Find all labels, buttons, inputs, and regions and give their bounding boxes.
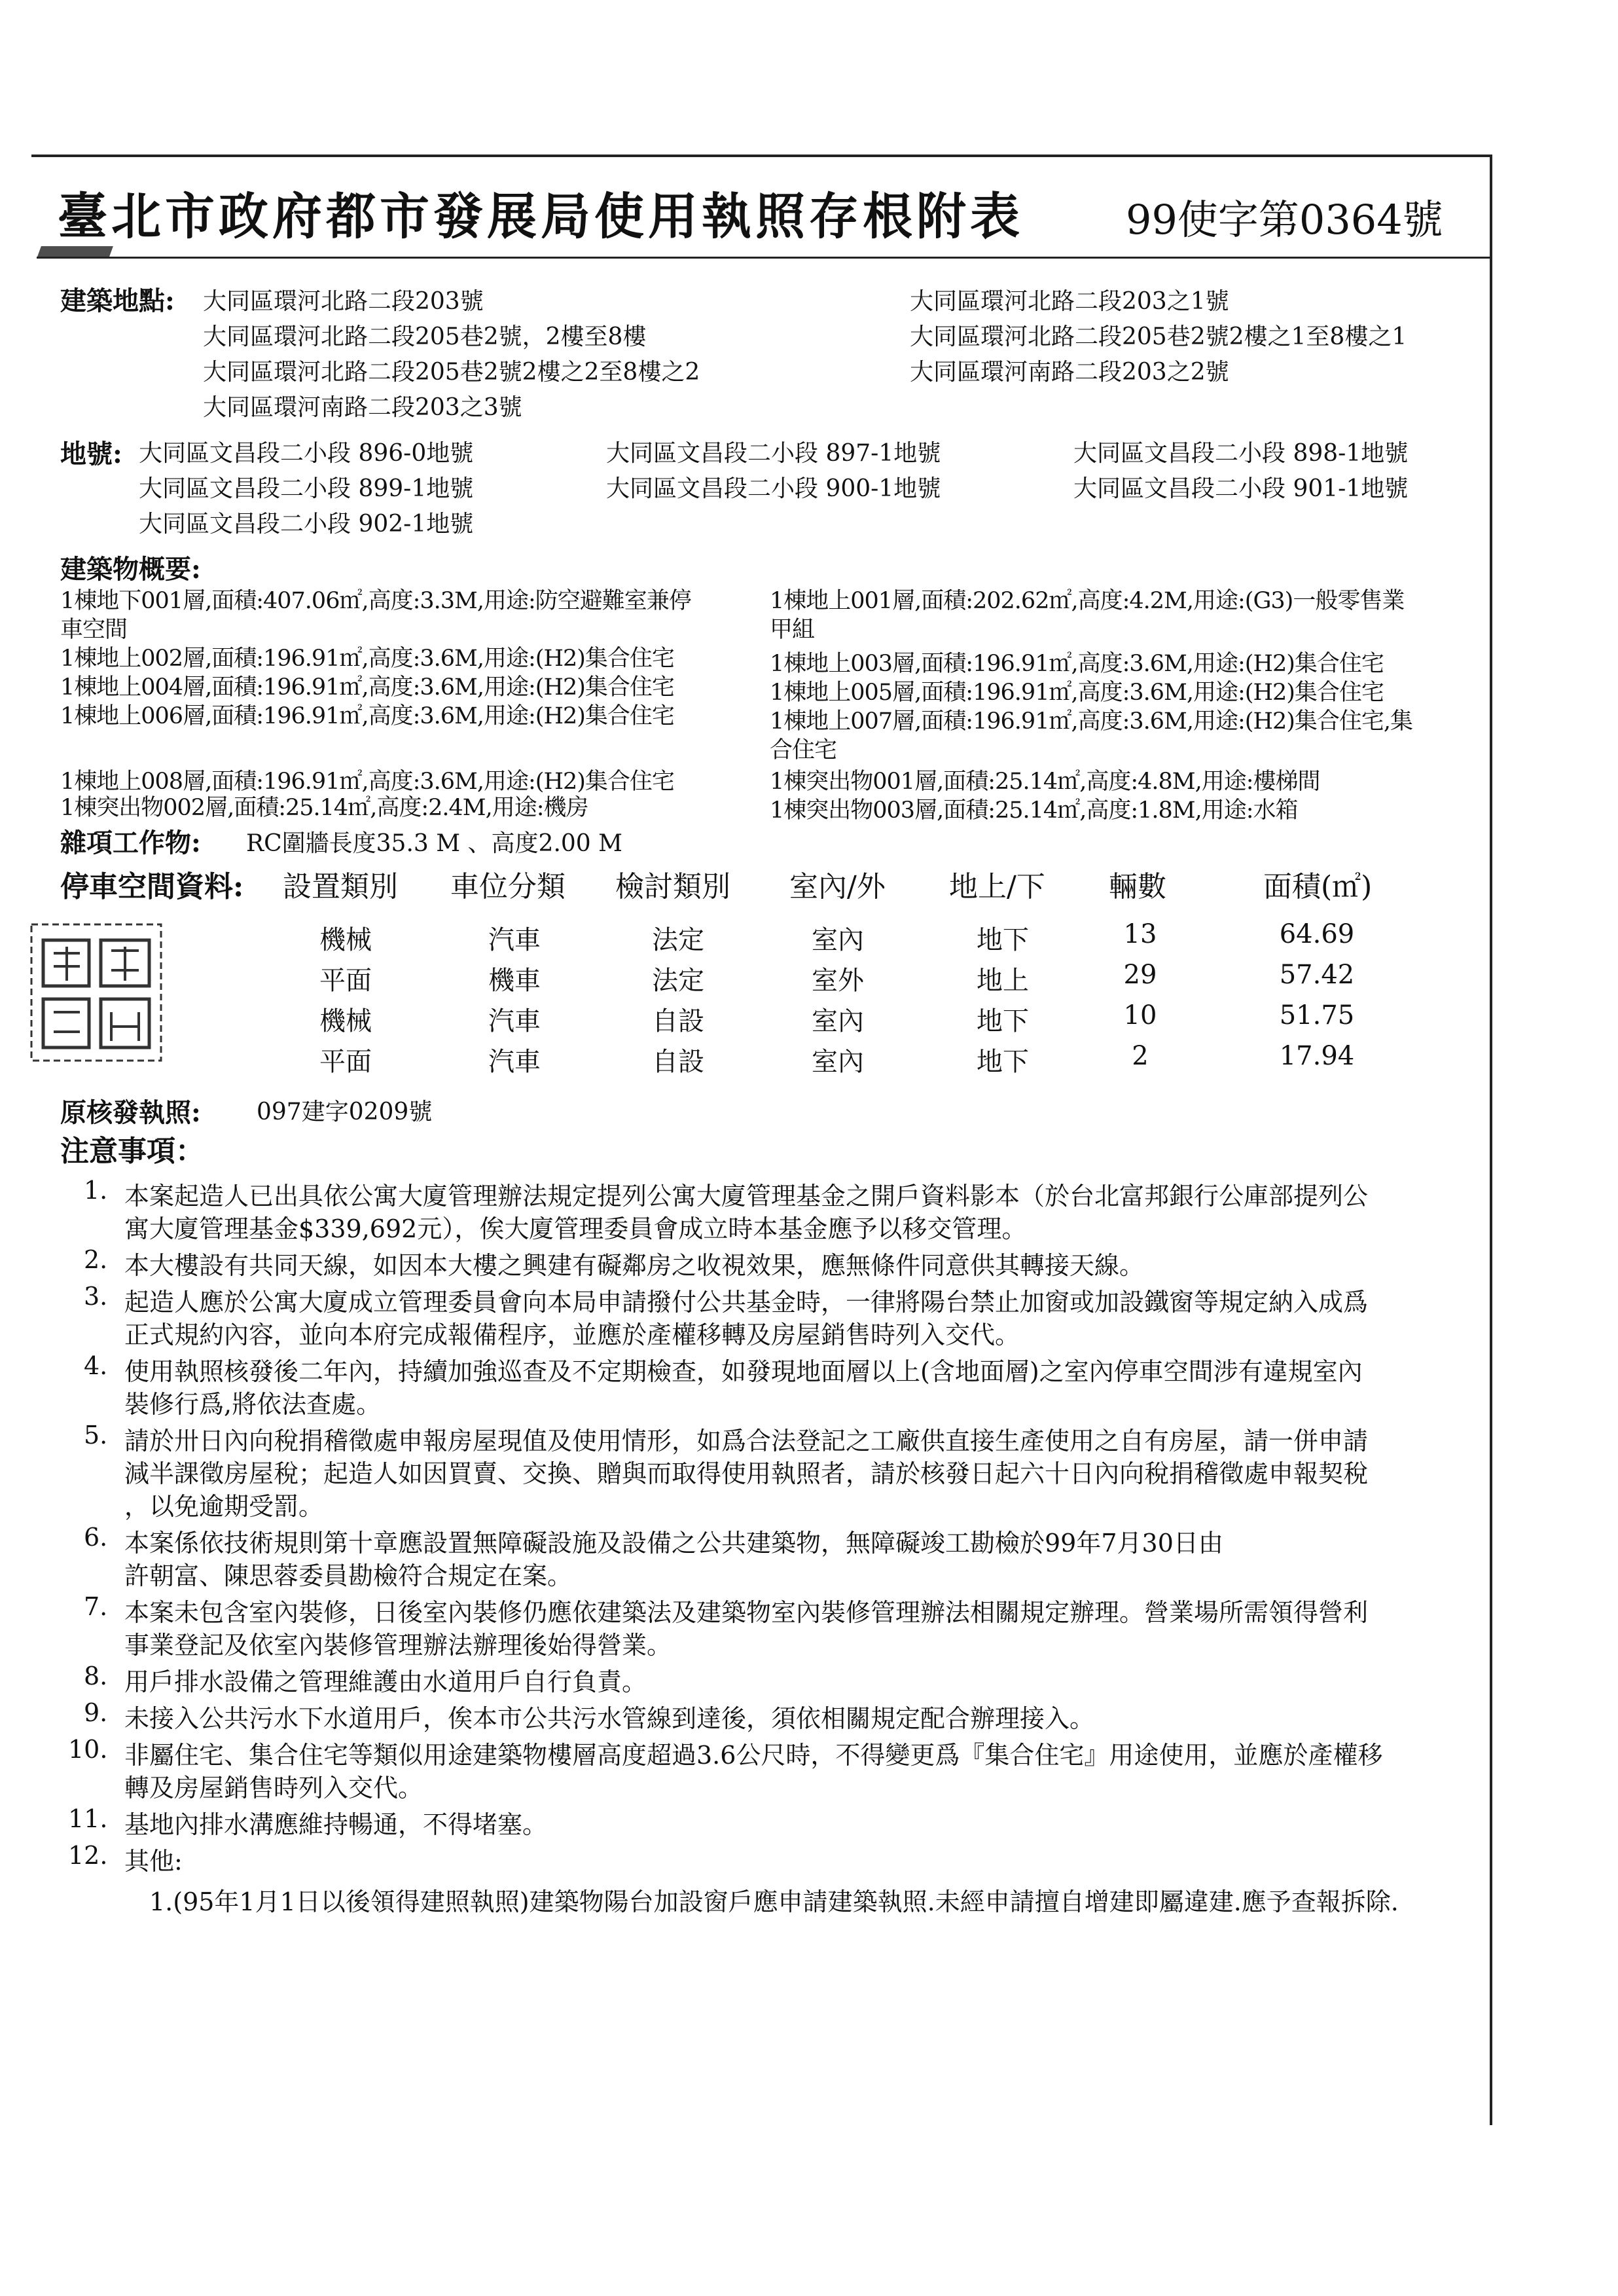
building-line: 1棟地上004層,面積:196.91㎡,高度:3.6M,用途:(H2)集合住宅 bbox=[60, 674, 674, 701]
address-line: 大同區環河北路二段205巷2號2樓之1至8樓之1 bbox=[910, 323, 1407, 350]
note-number: 4. bbox=[84, 1351, 108, 1380]
address-label: 建築地點: bbox=[60, 285, 175, 316]
note-line: 本大樓設有共同天線，如因本大樓之興建有礙鄰房之收視效果，應無條件同意供其轉接天線。 bbox=[124, 1251, 1145, 1280]
building-line: 車空間 bbox=[60, 617, 128, 643]
note-line: 裝修行爲,將依法查處。 bbox=[124, 1390, 382, 1419]
parking-header: 檢討類別 bbox=[615, 870, 730, 903]
note-line: 寓大廈管理基金$339,692元），俟大廈管理委員會成立時本基金應予以移交管理。 bbox=[124, 1214, 1027, 1243]
address-line: 大同區環河北路二段203號 bbox=[203, 288, 484, 315]
parking-header: 面積(㎡) bbox=[1263, 870, 1373, 903]
parking-label: 停車空間資料: bbox=[60, 870, 244, 903]
table-cell: 10 bbox=[1123, 1000, 1157, 1030]
note-line: 非屬住宅、集合住宅等類似用途建築物樓層高度超過3.6公尺時，不得變更爲『集合住宅』用途使用，並應於產權移 bbox=[124, 1741, 1383, 1770]
table-cell: 汽車 bbox=[488, 1047, 541, 1077]
note-line: 其他: bbox=[124, 1847, 183, 1876]
note-line: 用戶排水設備之管理維護由水道用戶自行負責。 bbox=[124, 1667, 647, 1696]
parking-header: 車位分類 bbox=[450, 870, 566, 903]
table-cell: 室外 bbox=[812, 966, 864, 996]
building-line: 1棟突出物003層,面積:25.14㎡,高度:1.8M,用途:水箱 bbox=[770, 797, 1298, 824]
note-number: 11. bbox=[68, 1804, 108, 1833]
parking-header: 地上/下 bbox=[949, 870, 1045, 903]
address-line: 大同區環河北路二段203之1號 bbox=[910, 288, 1229, 315]
address-line: 大同區環河北路二段205巷2號2樓之2至8樓之2 bbox=[203, 359, 700, 386]
document-title: 臺北市政府都市發展局使用執照存根附表 bbox=[58, 187, 1024, 246]
table-cell: 51.75 bbox=[1279, 1000, 1355, 1030]
building-line: 1棟地上003層,面積:196.91㎡,高度:3.6M,用途:(H2)集合住宅 bbox=[770, 651, 1384, 677]
building-line: 1棟地上006層,面積:196.91㎡,高度:3.6M,用途:(H2)集合住宅 bbox=[60, 703, 674, 729]
note-number: 1. bbox=[84, 1176, 108, 1205]
table-cell: 平面 bbox=[319, 1047, 372, 1077]
frame-right-border bbox=[1490, 155, 1492, 2125]
table-cell: 平面 bbox=[319, 966, 372, 996]
original-license-value: 097建字0209號 bbox=[257, 1099, 433, 1125]
note-line: ，以免逾期受罰。 bbox=[124, 1492, 324, 1521]
note-number: 3. bbox=[84, 1282, 108, 1311]
table-cell: 自設 bbox=[652, 1047, 704, 1077]
lot-item: 大同區文昌段二小段 898-1地號 bbox=[1073, 440, 1409, 467]
table-cell: 室內 bbox=[812, 925, 864, 955]
note-line: 本案未包含室內裝修，日後室內裝修仍應依建築法及建築物室內裝修管理辦法相關規定辦理。營業場所需領得營利 bbox=[124, 1598, 1369, 1627]
note-line: 許朝富、陳思蓉委員勘檢符合規定在案。 bbox=[124, 1561, 573, 1590]
note-number: 2. bbox=[84, 1245, 108, 1274]
table-cell: 室內 bbox=[812, 1047, 864, 1077]
building-line: 1棟地上002層,面積:196.91㎡,高度:3.6M,用途:(H2)集合住宅 bbox=[60, 646, 674, 672]
building-line: 合住宅 bbox=[770, 737, 837, 763]
table-cell: 機械 bbox=[319, 925, 372, 955]
note-number: 6. bbox=[84, 1523, 108, 1552]
lot-item: 大同區文昌段二小段 900-1地號 bbox=[606, 475, 941, 502]
table-cell: 自設 bbox=[652, 1006, 704, 1036]
table-cell: 汽車 bbox=[488, 1006, 541, 1036]
lot-item: 大同區文昌段二小段 896-0地號 bbox=[139, 440, 474, 467]
table-cell: 13 bbox=[1123, 919, 1157, 949]
table-cell: 室內 bbox=[812, 1006, 864, 1036]
parking-header: 設置類別 bbox=[283, 870, 398, 903]
document-number: 99使字第0364號 bbox=[1126, 196, 1443, 244]
note-number: 12. bbox=[68, 1841, 108, 1870]
table-cell: 法定 bbox=[652, 966, 704, 996]
building-line: 1棟突出物001層,面積:25.14㎡,高度:4.8M,用途:樓梯間 bbox=[770, 769, 1320, 795]
note-line: 未接入公共污水下水道用戶，俟本市公共污水管線到達後，須依相關規定配合辦理接入。 bbox=[124, 1704, 1095, 1733]
note-line: 使用執照核發後二年內，持續加強巡查及不定期檢查，如發現地面層以上(含地面層)之室內停車空間涉有違規室內 bbox=[124, 1357, 1363, 1386]
table-cell: 地上 bbox=[977, 966, 1029, 996]
parking-header: 輛數 bbox=[1109, 870, 1166, 903]
parking-header: 室內/外 bbox=[789, 870, 886, 903]
table-cell: 地下 bbox=[977, 925, 1029, 955]
seal-stamp bbox=[27, 920, 165, 1065]
note-number: 7. bbox=[84, 1592, 108, 1621]
frame-top-border bbox=[31, 155, 1492, 157]
title-rule bbox=[37, 257, 1492, 259]
table-cell: 法定 bbox=[652, 925, 704, 955]
lot-item: 大同區文昌段二小段 897-1地號 bbox=[606, 440, 941, 467]
note-line: 請於卅日內向稅捐稽徵處申報房屋現值及使用情形，如爲合法登記之工廠供直接生產使用之自有房屋，請一併申請 bbox=[124, 1427, 1369, 1455]
note-line: 事業登記及依室內裝修管理辦法辦理後始得營業。 bbox=[124, 1631, 672, 1660]
table-cell: 57.42 bbox=[1279, 960, 1355, 990]
note-number: 9. bbox=[84, 1698, 108, 1727]
building-line: 甲組 bbox=[770, 617, 815, 643]
misc-works-label: 雜項工作物: bbox=[60, 828, 201, 858]
building-line: 1棟地上008層,面積:196.91㎡,高度:3.6M,用途:(H2)集合住宅 bbox=[60, 769, 674, 795]
lot-item: 大同區文昌段二小段 901-1地號 bbox=[1073, 475, 1409, 502]
table-cell: 機械 bbox=[319, 1006, 372, 1036]
note-number: 8. bbox=[84, 1662, 108, 1690]
building-line: 1棟地上005層,面積:196.91㎡,高度:3.6M,用途:(H2)集合住宅 bbox=[770, 680, 1384, 706]
note-sub-item: 1.(95年1月1日以後領得建照執照)建築物陽台加設窗戶應申請建築執照.未經申請擅自增建即屬違建.應予查報拆除. bbox=[149, 1887, 1399, 1916]
note-line: 轉及房屋銷售時列入交代。 bbox=[124, 1774, 423, 1802]
table-cell: 29 bbox=[1123, 960, 1157, 990]
misc-works-value: RC圍牆長度35.3 M 、高度2.00 M bbox=[246, 830, 623, 857]
note-line: 減半課徵房屋稅；起造人如因買賣、交換、贈與而取得使用執照者，請於核發日起六十日內向稅捐稽徵處申報契稅 bbox=[124, 1459, 1369, 1488]
note-line: 本案起造人已出具依公寓大廈管理辦法規定提列公寓大廈管理基金之開戶資料影本（於台北富邦銀行公庫部提列公 bbox=[124, 1182, 1369, 1211]
building-line: 1棟地下001層,面積:407.06㎡,高度:3.3M,用途:防空避難室兼停 bbox=[60, 588, 691, 614]
original-license-label: 原核發執照: bbox=[60, 1097, 201, 1128]
table-cell: 汽車 bbox=[488, 925, 541, 955]
table-cell: 2 bbox=[1132, 1041, 1149, 1071]
note-number: 5. bbox=[84, 1421, 108, 1449]
address-line: 大同區環河北路二段205巷2號，2樓至8樓 bbox=[203, 323, 647, 350]
note-line: 基地內排水溝應維持暢通，不得堵塞。 bbox=[124, 1810, 548, 1839]
note-line: 起造人應於公寓大廈成立管理委員會向本局申請撥付公共基金時，一律將陽台禁止加窗或加設鐵窗等規定納入成爲 bbox=[124, 1288, 1369, 1317]
note-line: 正式規約內容，並向本府完成報備程序，並應於產權移轉及房屋銷售時列入交代。 bbox=[124, 1321, 1020, 1349]
lot-label: 地號: bbox=[60, 439, 122, 469]
note-number: 10. bbox=[68, 1735, 108, 1764]
building-line: 1棟突出物002層,面積:25.14㎡,高度:2.4M,用途:機房 bbox=[60, 795, 588, 821]
note-line: 本案係依技術規則第十章應設置無障礙設施及設備之公共建築物，無障礙竣工勘檢於99年7月30日由 bbox=[124, 1529, 1223, 1558]
building-line: 1棟地上007層,面積:196.91㎡,高度:3.6M,用途:(H2)集合住宅,集 bbox=[770, 708, 1413, 735]
address-line: 大同區環河南路二段203之3號 bbox=[203, 394, 522, 421]
building-label: 建築物概要: bbox=[60, 554, 201, 585]
building-line: 1棟地上001層,面積:202.62㎡,高度:4.2M,用途:(G3)一般零售業 bbox=[770, 588, 1405, 614]
table-cell: 機車 bbox=[488, 966, 541, 996]
lot-item: 大同區文昌段二小段 902-1地號 bbox=[139, 511, 474, 538]
notes-label: 注意事項： bbox=[60, 1135, 204, 1168]
table-cell: 64.69 bbox=[1279, 919, 1355, 949]
lot-item: 大同區文昌段二小段 899-1地號 bbox=[139, 475, 474, 502]
table-cell: 17.94 bbox=[1279, 1041, 1355, 1071]
table-cell: 地下 bbox=[977, 1006, 1029, 1036]
address-line: 大同區環河南路二段203之2號 bbox=[910, 359, 1229, 386]
table-cell: 地下 bbox=[977, 1047, 1029, 1077]
